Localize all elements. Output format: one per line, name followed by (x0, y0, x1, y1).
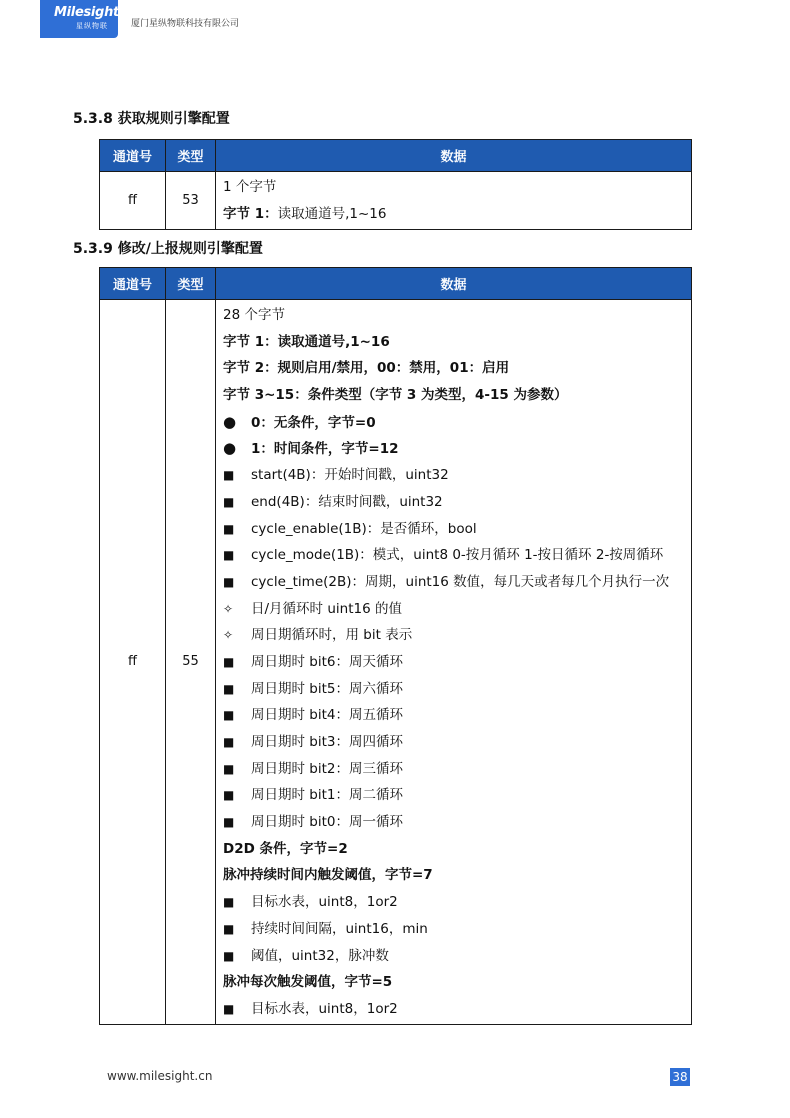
bullet-square-icon: ■ (223, 654, 235, 669)
data-cell (216, 172, 692, 230)
data-line-text: start(4B)：开始时间戳，uint32 (251, 467, 449, 484)
data-line (223, 969, 691, 996)
data-line (223, 569, 691, 596)
data-line (223, 302, 691, 329)
data-line (223, 542, 691, 569)
data-cell (216, 300, 692, 1025)
data-line-text: cycle_time(2B)：周期，uint16 数值，每几天或者每几个月执行一次 (251, 573, 670, 590)
data-line-text: 字节 1：读取通道号,1~16 (223, 206, 387, 222)
bullet-square-icon: ■ (223, 735, 235, 749)
bullet-square-icon: ■ (223, 788, 235, 803)
data-line (223, 489, 691, 516)
bullet-dot-icon: ● (223, 412, 237, 431)
data-line-text: 周日期循环时，用 bit 表示 (251, 627, 413, 644)
data-line-text: 周日期时 bit6：周天循环 (251, 653, 403, 670)
page-number: 38 (670, 1068, 690, 1086)
data-line-text: 周日期时 bit3：周四循环 (251, 734, 403, 750)
bullet-square-icon: ■ (223, 895, 235, 910)
logo-subtext: 星纵物联 (76, 22, 108, 30)
footer-website-link[interactable]: www.milesight.cn (107, 1069, 213, 1083)
data-line-text: 28 个字节 (223, 307, 285, 323)
data-line-text: 周日期时 bit2：周三循环 (251, 760, 403, 777)
data-line (223, 916, 691, 943)
bullet-square-icon: ■ (223, 521, 235, 536)
data-line-text: 周日期时 bit5：周六循环 (251, 680, 403, 697)
milesight-logo (40, 0, 118, 38)
data-line-text: 日/月循环时 uint16 的值 (251, 600, 402, 617)
bullet-square-icon: ■ (223, 921, 235, 936)
col-header-channel: 通道号 (100, 268, 166, 300)
bullet-square-icon: ■ (223, 468, 235, 483)
data-line (223, 649, 691, 676)
bullet-dot-icon: ● (223, 439, 237, 458)
data-line-text: cycle_enable(1B)：是否循环，bool (251, 520, 477, 537)
data-line (223, 355, 691, 382)
data-line (223, 836, 691, 863)
table-get-rule-config (99, 139, 692, 230)
data-line (223, 329, 691, 356)
section-title-5-3-9: 5.3.9 修改/上报规则引擎配置 (73, 241, 263, 257)
data-line (223, 676, 691, 703)
bullet-square-icon: ■ (223, 548, 235, 563)
data-line (223, 729, 691, 756)
bullet-square-icon: ■ (223, 761, 235, 776)
bullet-star-icon: ✧ (223, 628, 234, 643)
col-header-data: 数据 (216, 140, 692, 172)
data-line (223, 435, 691, 462)
data-line (223, 756, 691, 783)
data-line (223, 409, 691, 436)
table-row (100, 300, 692, 1025)
data-line-text: 周日期时 bit4：周五循环 (251, 707, 403, 724)
bullet-square-icon: ■ (223, 574, 235, 589)
data-line (223, 889, 691, 916)
bullet-square-icon: ■ (223, 1001, 235, 1016)
data-line-text: 1 个字节 (223, 179, 277, 195)
data-line (223, 382, 691, 409)
data-line (223, 809, 691, 836)
data-line (223, 462, 691, 489)
data-line-text: 脉冲持续时间内触发阈值，字节=7 (223, 867, 433, 884)
bullet-square-icon: ■ (223, 494, 235, 509)
type-cell: 55 (166, 300, 216, 1025)
data-line-text: 字节 2：规则启用/禁用，00：禁用，01：启用 (223, 360, 510, 377)
data-line-text: 目标水表，uint8，1or2 (251, 894, 398, 911)
data-line (223, 622, 691, 649)
data-line (223, 782, 691, 809)
data-line (223, 201, 691, 228)
bullet-square-icon: ■ (223, 948, 235, 963)
data-line-text: 持续时间间隔，uint16，min (251, 920, 428, 937)
col-header-channel: 通道号 (100, 140, 166, 172)
data-line-text: 周日期时 bit1：周二循环 (251, 787, 403, 804)
data-line-text: end(4B)：结束时间戳，uint32 (251, 493, 443, 510)
data-line-text: D2D 条件，字节=2 (223, 840, 348, 857)
col-header-data: 数据 (216, 268, 692, 300)
data-line (223, 943, 691, 970)
data-line-text: 字节 3~15：条件类型（字节 3 为类型，4-15 为参数） (223, 387, 568, 404)
table-row (100, 172, 692, 230)
data-line-text: 字节 1：读取通道号,1~16 (223, 333, 390, 350)
company-name: 厦门星纵物联科技有限公司 (131, 19, 240, 29)
table-header-row (100, 140, 692, 172)
channel-cell: ff (100, 172, 166, 230)
data-line (223, 702, 691, 729)
bullet-square-icon: ■ (223, 708, 235, 723)
section-title-5-3-8: 5.3.8 获取规则引擎配置 (73, 111, 230, 127)
logo-text: Milesight (54, 5, 119, 20)
data-line-text: 目标水表，uint8，1or2 (251, 1000, 398, 1017)
data-line (223, 516, 691, 543)
data-line (223, 174, 691, 201)
col-header-type: 类型 (166, 140, 216, 172)
data-line-text: 脉冲每次触发阈值，字节=5 (223, 974, 393, 991)
data-line-text: cycle_mode(1B)：模式，uint8 0-按月循环 1-按日循环 2-按周循环 (251, 547, 664, 564)
data-line-text: 1：时间条件，字节=12 (251, 441, 399, 458)
bullet-square-icon: ■ (223, 815, 235, 830)
type-cell: 53 (166, 172, 216, 230)
data-line-text: 周日期时 bit0：周一循环 (251, 814, 403, 831)
data-line (223, 862, 691, 889)
bullet-square-icon: ■ (223, 681, 235, 696)
channel-cell: ff (100, 300, 166, 1025)
bullet-star-icon: ✧ (223, 601, 234, 616)
data-line-text: 阈值，uint32，脉冲数 (251, 947, 389, 964)
data-line-text: 0：无条件，字节=0 (251, 414, 376, 431)
col-header-type: 类型 (166, 268, 216, 300)
data-line (223, 996, 691, 1023)
table-header-row (100, 268, 692, 300)
data-line (223, 596, 691, 623)
table-modify-rule-config (99, 267, 692, 1025)
